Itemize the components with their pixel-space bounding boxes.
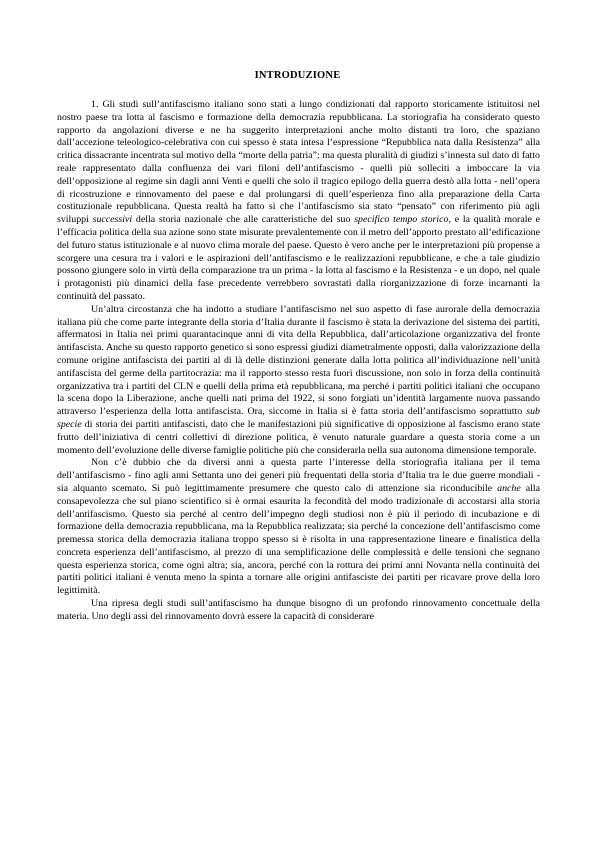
italic-text-run: sub specie — [57, 406, 540, 430]
paragraph-1 — [57, 99, 540, 304]
italic-text-run: successivi — [92, 214, 133, 226]
body-text — [57, 99, 540, 624]
text-run: della storia nazionale che alle caratteristiche del suo — [132, 214, 355, 226]
text-run: alla consapevolezza che sul piano scientifico si è ormai esaurita la fecondità del modo tradizionale di accostarsi alla storia dell’antifascismo. Questo sia perché al centro dell’impegno degli studiosi non è più il periodo di incubazione e di formazione della democrazia repubblicana, ma la Repubblica realizzata; sia perché la concezione dell’antifascismo come premessa storica della democrazia italiana troppo spesso si è risolta in una rappresentazione lineare e finalistica della concreta esperienza dell’antifascismo, al prezzo di una semplificazione delle complessità e delle tensioni che segnano questa esperienza storica, come ogni altra; sia, ancora, perché con la rottura dei primi anni Novanta nella continuità dei partiti politici italiani è venuta meno la spinta a tornare alle origini antifasciste dei partiti per ricavare prove della loro legittimità. — [57, 482, 540, 597]
text-run: Una ripresa degli studi sull’antifascismo ha dunque bisogno di un profondo rinnovamento concettuale della materia. Uno degli assi del rinnovamento dovrà essere la capacità di considerare — [57, 598, 540, 622]
paragraph-2 — [57, 304, 540, 458]
paragraph-3 — [57, 457, 540, 598]
text-run: Non c’è dubbio che da diversi anni a questa parte l’interesse della storiografia italiana per il tema dell’antifascismo - fino agli anni Settanta uno dei generi più frequentati della storia d’Italia tra le due guerre mondiali - sia alquanto scemato. Si può legittimamente presumere che questo calo di attenzione sia riconducibile — [57, 457, 540, 494]
paragraph-4 — [57, 598, 540, 624]
text-run: di storia dei partiti antifascisti, dato che le manifestazioni più significative di opposizione al fascismo erano state frutto dell’iniziativa di centri collettivi di direzione politica, è venuto naturale guardare a questa storia come a un momento dell’evoluzione delle diverse famiglie politiche più che considerarla nella sua autonoma dimensione temporale. — [57, 418, 540, 456]
text-run: , e la qualità morale e l’efficacia politica della sua azione sono state misurate prevalentemente con il metro dell’apporto prestato all’edificazione del futuro status istituzionale e al nuovo clima morale del paese. Questo è vero anche per le interpretazioni più propense a scorgere una cesura tra i valori e le aspirazioni dell’antifascismo e le realizzazioni repubblicane, e che a tale giudizio possono giungere solo in virtù della comparazione tra un prima - la lotta al fascismo e la Resistenza - e un dopo, nel quale i protagonisti più dinamici della fase precedente verrebbero sovrastati dalla riorganizzazione di forze incarnanti la continuità del passato. — [57, 214, 541, 302]
text-run: Un’altra circostanza che ha indotto a studiare l’antifascismo nel suo aspetto di fase aurorale della democrazia italiana più che come parte integrante della storia d’Italia durante il fascismo è stata la derivazione del sistema dei partiti, affermatosi in Italia nei primi quarantacinque anni di vita della Repubblica, dall’articolazione organizzativa del fronte antifascista. Anche su questo rapporto genetico si sono espressi giudizi diametralmente opposti, dalla valorizzazione della comune origine antifascista dei partiti al di là delle distinzioni generate dalla lotta politica all’individuazione nell’unità antifascista del germe della partitocrazia: ma il rapporto stesso resta fuori discussione, non solo in forza della continuità organizzativa tra i partiti del CLN e quelli della prima età repubblicana, ma perché i partiti politici italiani che occupano la scena dopo la Liberazione, anche quelli nati prima del 1922, si sono forgiati un’identità largamente nuova passando attraverso l’esperienza della lotta antifascista. Ora, siccome in Italia si è fatta storia dell’antifascismo soprattutto — [57, 303, 540, 418]
page-title: INTRODUZIONE — [254, 70, 341, 81]
italic-text-run: anche — [497, 482, 521, 494]
text-run: 1. Gli studi sull’antifascismo italiano sono stati a lungo condizionati dal rapporto storicamente istituitosi nel nostro paese tra lotta al fascismo e formazione della democrazia repubblicana. La storiografia ha considerato questo rapporto da angolazioni diverse e ne ha suggerito interpretazioni anche molto distanti tra loro, che spaziano dall’accezione teleologico-celebrativa con cui spesso è stata intesa l’espressione “Repubblica nata dalla Resistenza” alla critica dissacrante incentrata sul motivo della “morte della patria”: ma questa pluralità di giudizi s’innesta sul dato di fatto reale rappresentato dalla confluenza dei vari filoni dell’antifascismo - quelli più solleciti a imboccare la via dell’opposizione al regime sin dagli anni Venti e quelli che solo il tragico epilogo della guerra destò alla lotta - nell’opera di ricostruzione e rinnovamento del paese e dal prolungarsi di quell’esperienza fino alla preparazione della Carta costituzionale repubblicana. Questa realtà ha fatto sì che l’antifascismo sia stato “pensato” con riferimento più agli sviluppi — [57, 99, 540, 226]
italic-text-run: specifico tempo storico — [354, 214, 449, 226]
